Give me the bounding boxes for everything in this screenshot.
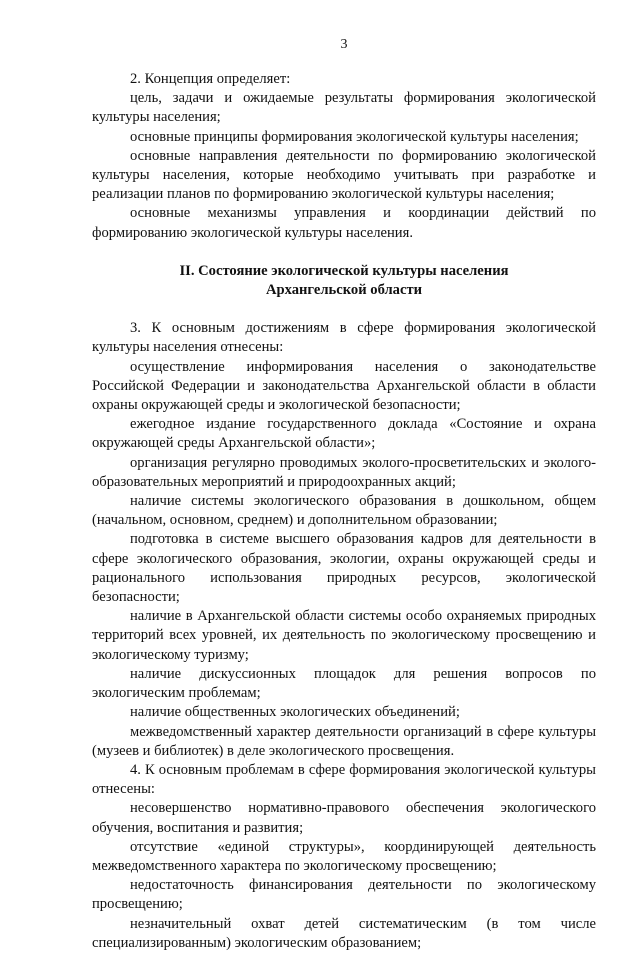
- paragraph: 2. Концепция определяет:: [130, 71, 291, 87]
- section-heading-line-2: Архангельской области: [265, 282, 423, 299]
- paragraph: 4. К основным проблемам в сфере формирования экологической культуры отнесены:: [92, 761, 596, 798]
- paragraph: наличие системы экологического образования в дошкольном, общем (начальном, основном, среднем) и дополнительном образовании;: [92, 493, 596, 529]
- paragraph: основные механизмы управления и координации действий по формированию экологической культуры населения.: [92, 205, 596, 241]
- paragraph: ежегодное издание государственного доклада «Состояние и охрана окружающей среды Архангельской области»;: [92, 416, 596, 452]
- paragraph: несовершенство нормативно-правового обеспечения экологического обучения, воспитания и развития;: [92, 800, 596, 836]
- concept-section: [92, 70, 596, 243]
- state-section: [92, 319, 596, 953]
- page-number: 3: [340, 37, 348, 52]
- paragraph: подготовка в системе высшего образования кадров для деятельности в сфере экологического образования, экологии, охраны окружающей среды и рационального использования природных ресурсов, экологической безопасности;: [92, 531, 596, 606]
- paragraph: недостаточность финансирования деятельности по экологическому просвещению;: [92, 877, 596, 913]
- section-heading: [92, 262, 596, 300]
- paragraph: межведомственный характер деятельности организаций в сфере культуры (музеев и библиотек) в деле экологического просвещения.: [92, 723, 596, 759]
- paragraph: наличие общественных экологических объединений;: [130, 704, 460, 721]
- paragraph: цель, задачи и ожидаемые результаты формирования экологической культуры населения;: [92, 90, 596, 126]
- paragraph: осуществление информирования населения о законодательстве Российской Федерации и законодательства Архангельской области в области охраны окружающей среды и экологической безопасности;: [92, 358, 596, 414]
- paragraph: организация регулярно проводимых эколого-просветительских и эколого-образовательных мероприятий и природоохранных акций;: [92, 454, 596, 490]
- paragraph: наличие дискуссионных площадок для решения вопросов по экологическим проблемам;: [92, 665, 596, 702]
- section-heading-line-1: II. Состояние экологической культуры населения: [179, 262, 509, 279]
- paragraph: основные принципы формирования экологической культуры населения;: [130, 128, 579, 145]
- paragraph: наличие в Архангельской области системы особо охраняемых природных территорий всех уровней, их деятельность по экологическому просвещению и экологическому туризму;: [92, 608, 596, 663]
- paragraph: незначительный охват детей систематическим (в том числе специализированным) экологическим образованием;: [92, 915, 596, 951]
- paragraph: отсутствие «единой структуры», координирующей деятельность межведомственного характера по экологическому просвещению;: [92, 838, 596, 874]
- paragraph: 3. К основным достижениям в сфере формирования экологической культуры населения отнесены:: [92, 320, 596, 356]
- paragraph: основные направления деятельности по формированию экологической культуры населения, которые необходимо учитывать при разработке и реализации планов по формированию экологической культуры населения;: [92, 147, 596, 203]
